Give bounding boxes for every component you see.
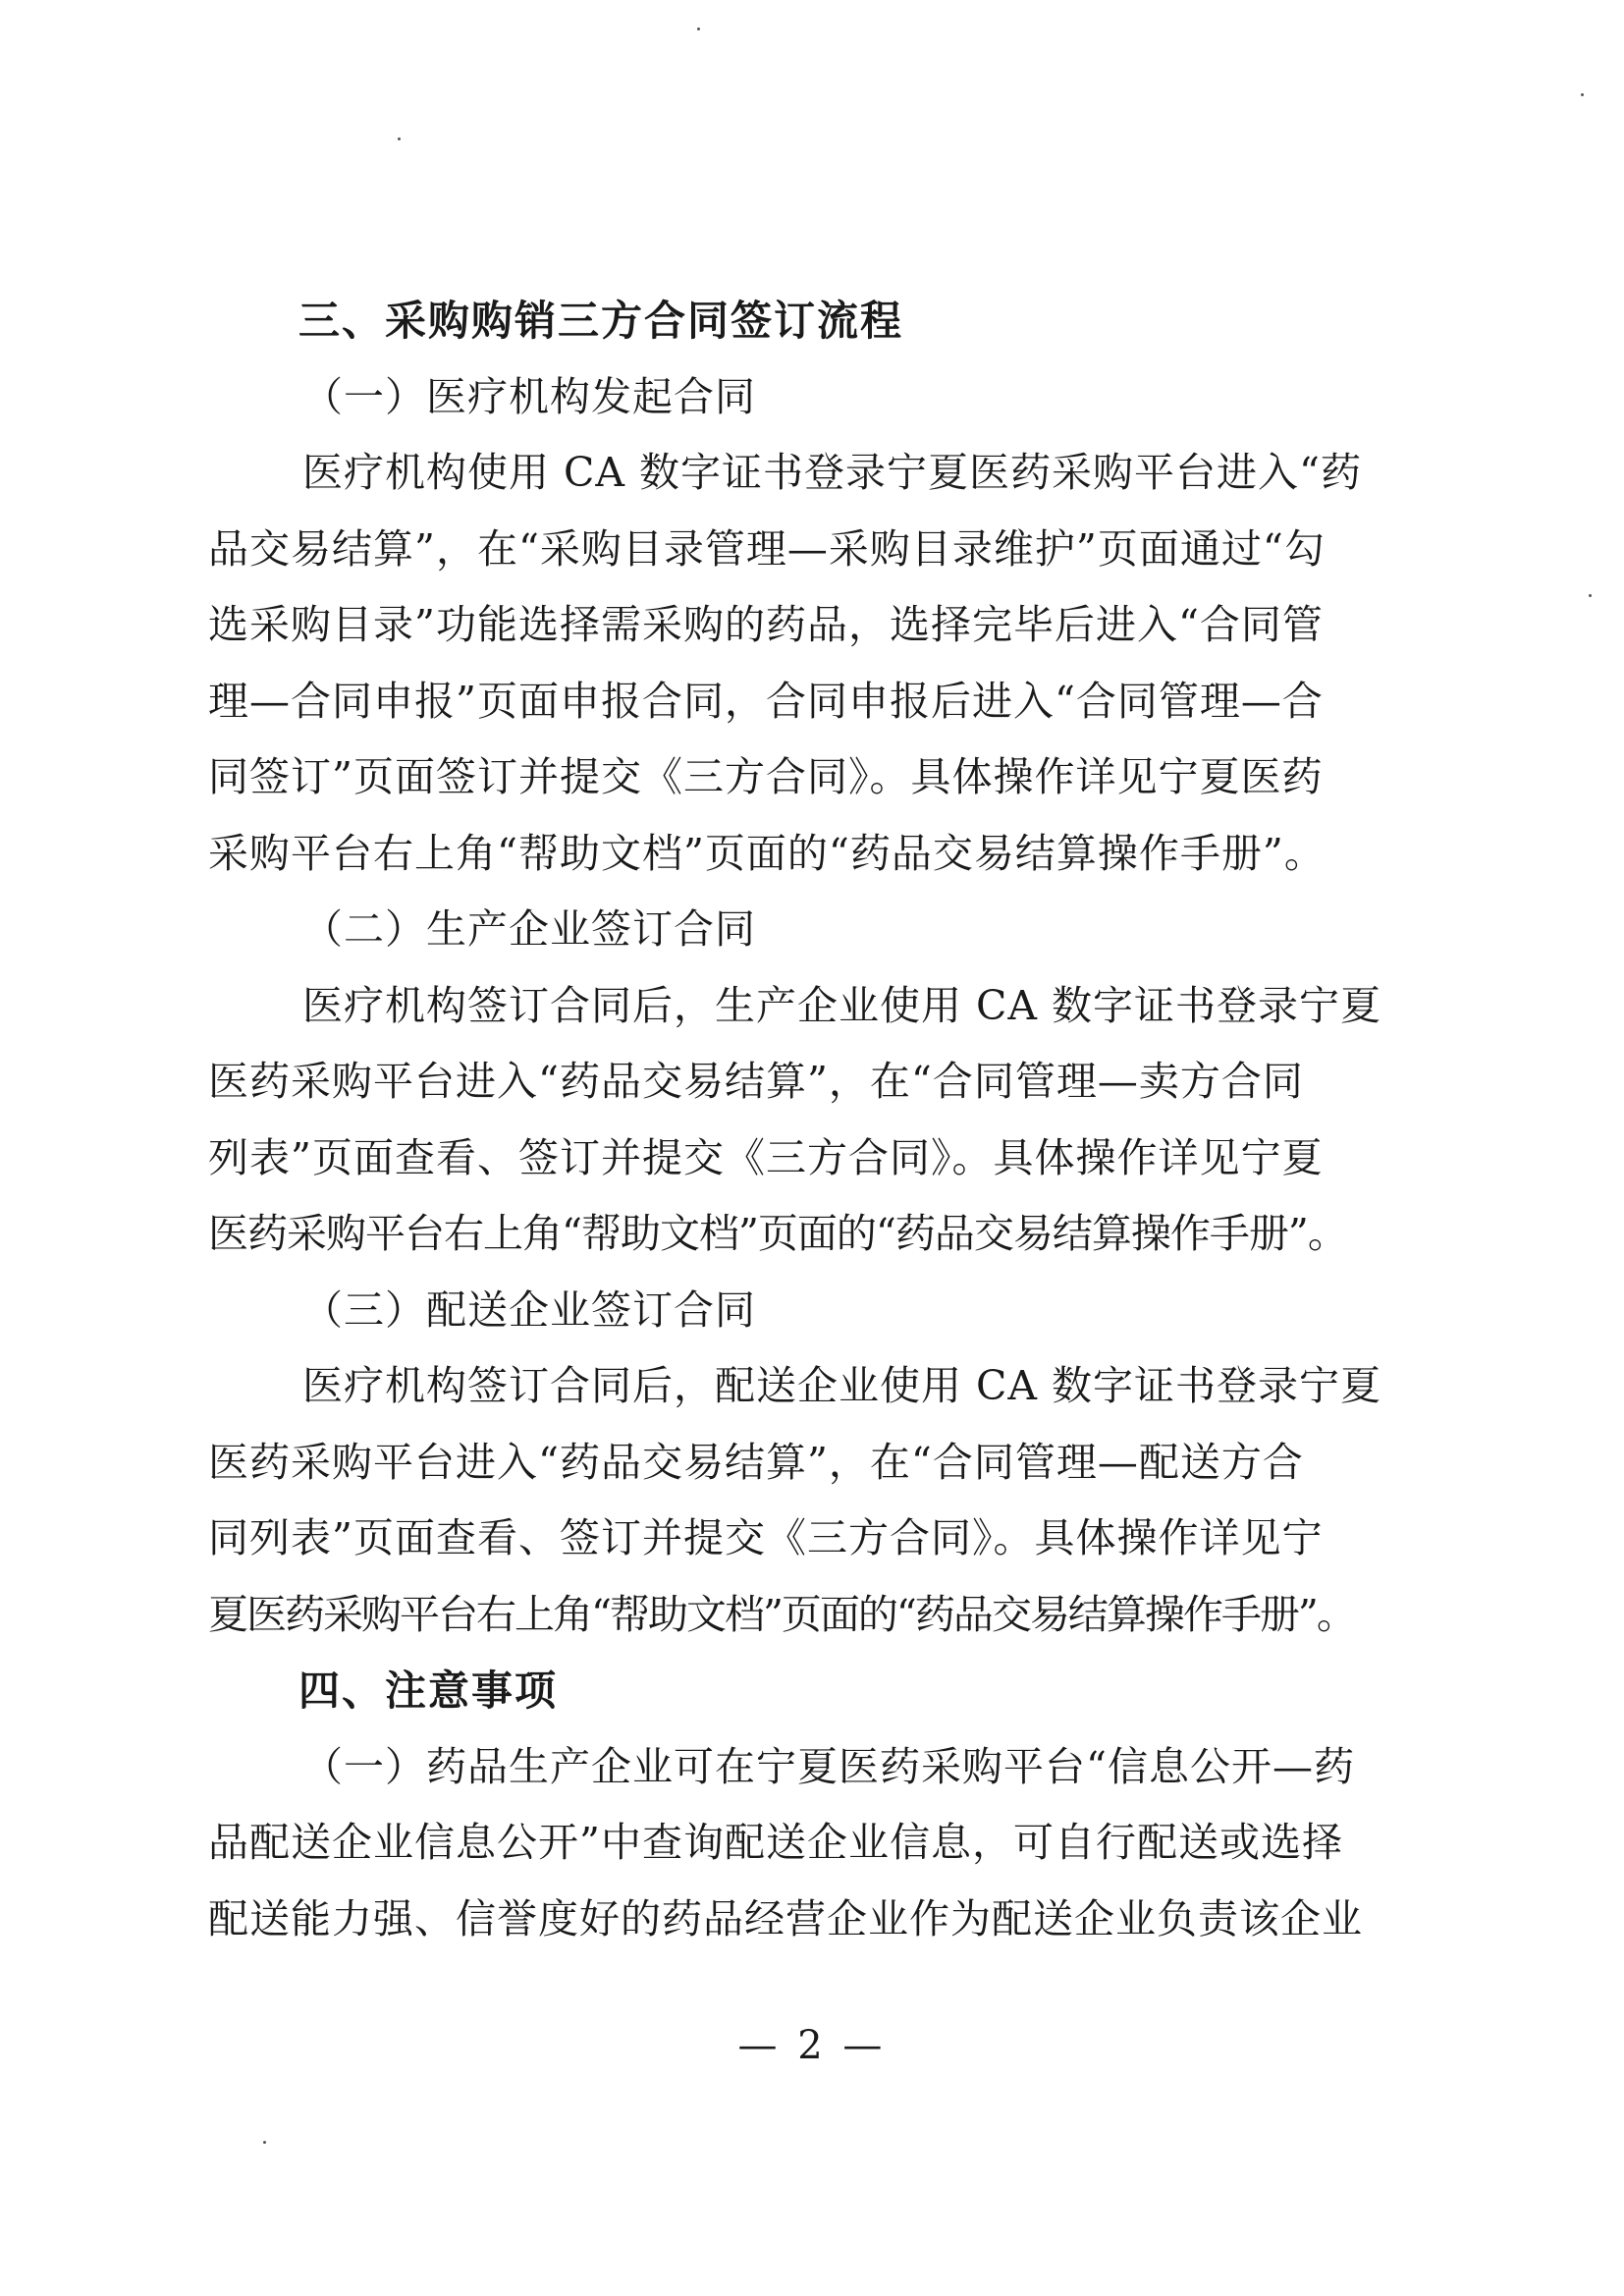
subsection2-title: （二）生产企业签订合同 xyxy=(302,905,756,953)
scan-speck xyxy=(263,2141,266,2144)
paragraph-line: 医疗机构签订合同后，配送企业使用 CA 数字证书登录宁夏 xyxy=(302,1362,1382,1409)
paragraph-line: 夏医药采购平台右上角“帮助文档”页面的“药品交易结算操作手册”。 xyxy=(208,1590,1355,1638)
section3-title: 三、采购购销三方合同签订流程 xyxy=(298,297,904,345)
document-body xyxy=(208,283,1421,1957)
paragraph-line: 理—合同申报”页面申报合同，合同申报后进入“合同管理—合 xyxy=(208,677,1324,725)
paragraph-line: 同签订”页面签订并提交《三方合同》。具体操作详见宁夏医药 xyxy=(208,753,1324,800)
paragraph-line: 配送能力强、信誉度好的药品经营企业作为配送企业负责该企业 xyxy=(208,1894,1363,1942)
paragraph-line: 品交易结算”，在“采购目录管理—采购目录维护”页面通过“勾 xyxy=(208,524,1326,573)
paragraph-line: （一）药品生产企业可在宁夏医药采购平台“信息公开—药 xyxy=(302,1742,1355,1790)
paragraph-line: 医药采购平台进入“药品交易结算”，在“合同管理—配送方合 xyxy=(208,1438,1304,1486)
scan-speck xyxy=(398,137,401,140)
paragraph-line: 同列表”页面查看、签订并提交《三方合同》。具体操作详见宁 xyxy=(208,1514,1324,1561)
paragraph-line: 采购平台右上角“帮助文档”页面的“药品交易结算操作手册”。 xyxy=(208,829,1326,877)
paragraph-line: 医疗机构签订合同后，生产企业使用 CA 数字证书登录宁夏 xyxy=(302,981,1382,1029)
subsection3-title: （三）配送企业签订合同 xyxy=(302,1285,756,1334)
paragraph-line: 医疗机构使用 CA 数字证书登录宁夏医药采购平台进入“药 xyxy=(302,449,1363,496)
paragraph-line: 医药采购平台进入“药品交易结算”，在“合同管理—卖方合同 xyxy=(208,1058,1304,1105)
paragraph-line: 选采购目录”功能选择需采购的药品，选择完毕后进入“合同管 xyxy=(208,601,1324,648)
paragraph-line: 品配送企业信息公开”中查询配送企业信息，可自行配送或选择 xyxy=(208,1819,1343,1866)
paragraph-line: 医药采购平台右上角“帮助文档”页面的“药品交易结算操作手册”。 xyxy=(208,1210,1347,1257)
scan-speck xyxy=(1581,93,1584,96)
subsection1-title: （一）医疗机构发起合同 xyxy=(302,372,756,420)
section4-title: 四、注意事项 xyxy=(298,1667,559,1715)
page-number: — 2 — xyxy=(737,2023,887,2068)
paragraph-line: 列表”页面查看、签订并提交《三方合同》。具体操作详见宁夏 xyxy=(208,1133,1324,1181)
scan-speck xyxy=(1589,594,1592,597)
scan-speck xyxy=(697,27,700,30)
